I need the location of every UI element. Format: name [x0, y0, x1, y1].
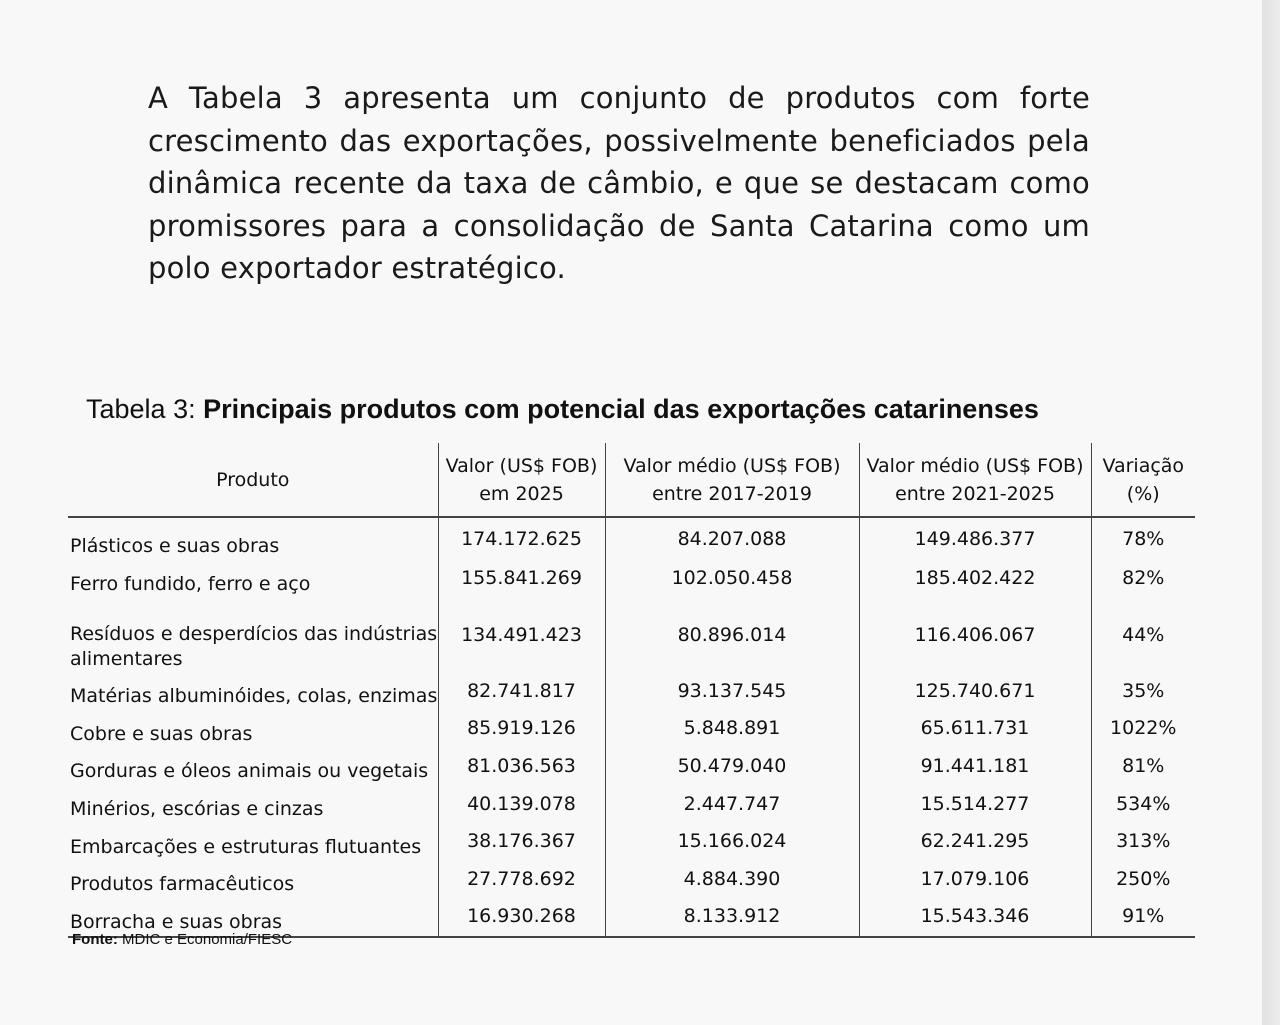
source-text: MDIC e Economia/FIESC: [117, 931, 293, 948]
cell-variacao: 78%: [1091, 517, 1195, 560]
cell-medio-2017-2019: 8.133.912: [605, 898, 859, 937]
table-row: [68, 861, 1195, 899]
cell-medio-2021-2025: 15.543.346: [859, 898, 1091, 937]
cell-produto: Borracha e suas obras: [68, 898, 438, 937]
table-row: [68, 785, 1195, 823]
cell-medio-2017-2019: 2.447.747: [605, 785, 859, 823]
cell-medio-2021-2025: 15.514.277: [859, 785, 1091, 823]
cell-variacao: 1022%: [1091, 710, 1195, 748]
cell-produto: Plásticos e suas obras: [70, 535, 280, 557]
table-row: [68, 673, 1195, 711]
cell-produto: Embarcações e estruturas flutuantes: [70, 835, 422, 858]
header-produto: Produto: [68, 443, 438, 517]
cell-variacao: 81%: [1091, 748, 1195, 786]
cell-medio-2017-2019: 93.137.545: [605, 673, 859, 711]
source-label: Fonte:: [72, 931, 118, 948]
cell-variacao: 534%: [1091, 785, 1195, 823]
cell-medio-2017-2019: 102.050.458: [605, 560, 859, 598]
cell-variacao: 313%: [1091, 823, 1195, 861]
table-row: [68, 517, 1195, 560]
cell-valor-2025: 134.491.423: [438, 598, 605, 673]
cell-medio-2017-2019: 80.896.014: [605, 598, 859, 673]
cell-valor-2025: 81.036.563: [438, 748, 605, 786]
header-medio-2021-2025: Valor médio (US$ FOB) entre 2021-2025: [859, 443, 1091, 517]
cell-variacao: 35%: [1091, 673, 1195, 711]
cell-medio-2017-2019: 50.479.040: [605, 748, 859, 786]
cell-medio-2021-2025: 65.611.731: [859, 710, 1091, 748]
cell-produto: Ferro fundido, ferro e aço: [70, 572, 311, 595]
header-valor-2025: Valor (US$ FOB) em 2025: [438, 443, 605, 517]
cell-medio-2021-2025: 91.441.181: [859, 748, 1091, 786]
cell-valor-2025: 27.778.692: [438, 861, 605, 899]
cell-produto: Produtos farmacêuticos: [70, 873, 295, 896]
cell-medio-2017-2019: 4.884.390: [605, 861, 859, 899]
table-header-row: [68, 443, 1195, 517]
cell-valor-2025: 38.176.367: [438, 823, 605, 861]
cell-valor-2025: 174.172.625: [438, 517, 605, 560]
cell-produto: Cobre e suas obras: [70, 722, 253, 745]
cell-medio-2021-2025: 62.241.295: [859, 823, 1091, 861]
cell-valor-2025: 16.930.268: [438, 898, 605, 937]
table-row: [68, 710, 1195, 748]
cell-variacao: 250%: [1091, 861, 1195, 899]
header-medio-2017-2019: Valor médio (US$ FOB) entre 2017-2019: [605, 443, 859, 517]
table-row: [68, 748, 1195, 786]
cell-produto: Matérias albuminóides, colas, enzimas: [70, 685, 438, 708]
header-variacao: Variação (%): [1091, 443, 1195, 517]
table-caption-prefix: Tabela 3:: [86, 394, 204, 424]
cell-variacao: 82%: [1091, 560, 1195, 598]
page-edge-shadow: [1262, 0, 1280, 1025]
table-caption-title: Principais produtos com potencial das exportações catarinenses: [203, 394, 1039, 424]
table-row: [68, 560, 1195, 598]
cell-valor-2025: 82.741.817: [438, 673, 605, 711]
cell-produto: Gorduras e óleos animais ou vegetais: [70, 760, 429, 783]
cell-produto: Minérios, escórias e cinzas: [70, 797, 324, 820]
table-row: [68, 598, 1195, 673]
cell-medio-2017-2019: 5.848.891: [605, 710, 859, 748]
exports-table: [68, 443, 1195, 938]
cell-valor-2025: 155.841.269: [438, 560, 605, 598]
cell-medio-2021-2025: 185.402.422: [859, 560, 1091, 598]
table-caption: [86, 392, 1039, 426]
cell-produto: Resíduos e desperdícios das indústrias alimentares: [70, 622, 438, 670]
intro-paragraph: A Tabela 3 apresenta um conjunto de produtos com forte crescimento das exportações, possivelmente beneficiados pela dinâmica recente da taxa de câmbio, e que se destacam como promissores para a consolidação de Santa Catarina como um polo exportador estratégico.: [148, 81, 1090, 285]
cell-medio-2021-2025: 149.486.377: [859, 517, 1091, 560]
cell-medio-2017-2019: 84.207.088: [605, 517, 859, 560]
cell-medio-2021-2025: 17.079.106: [859, 861, 1091, 899]
table-row: [68, 823, 1195, 861]
cell-medio-2021-2025: 125.740.671: [859, 673, 1091, 711]
cell-valor-2025: 85.919.126: [438, 710, 605, 748]
table-source-note: [72, 931, 292, 948]
cell-variacao: 91%: [1091, 898, 1195, 937]
cell-valor-2025: 40.139.078: [438, 785, 605, 823]
cell-variacao: 44%: [1091, 598, 1195, 673]
cell-medio-2017-2019: 15.166.024: [605, 823, 859, 861]
cell-medio-2021-2025: 116.406.067: [859, 598, 1091, 673]
